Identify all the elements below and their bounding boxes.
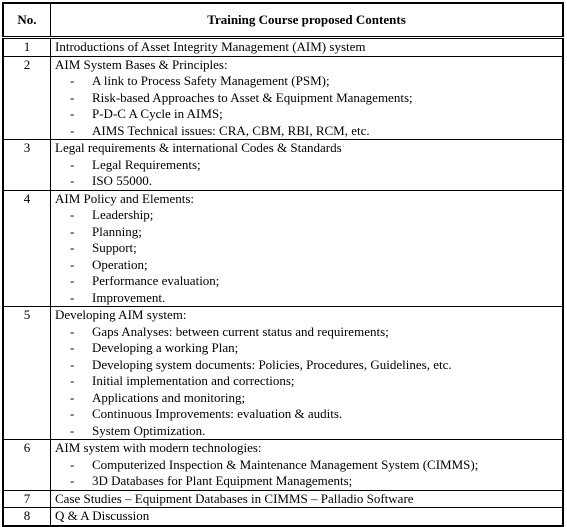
subitem: - Initial implementation and corrections; — [55, 373, 558, 390]
row-contents — [51, 490, 564, 508]
row-number: 6 — [3, 440, 51, 491]
table-row — [3, 38, 563, 57]
subitem: - ISO 55000. — [55, 173, 558, 190]
subitem: - Legal Requirements; — [55, 157, 558, 174]
subitem-list — [55, 207, 558, 306]
table-body — [3, 38, 563, 526]
row-contents — [51, 140, 564, 191]
subitem: - Applications and monitoring; — [55, 390, 558, 407]
row-topic: AIM system with modern technologies: — [55, 440, 262, 455]
subitem-list — [55, 157, 558, 190]
subitem: - Performance evaluation; — [55, 273, 558, 290]
row-number: 8 — [3, 508, 51, 526]
row-number: 7 — [3, 490, 51, 508]
row-topic: Legal requirements & international Codes & Standards — [55, 140, 342, 155]
row-topic: Introductions of Asset Integrity Management (AIM) system — [55, 39, 366, 54]
row-topic: Developing AIM system: — [55, 307, 187, 322]
table-row — [3, 508, 563, 526]
subitem: - Operation; — [55, 257, 558, 274]
subitem: - System Optimization. — [55, 423, 558, 440]
subitem: - Improvement. — [55, 290, 558, 307]
row-contents — [51, 508, 564, 526]
column-header-contents: Training Course proposed Contents — [51, 3, 564, 38]
subitem: - Continuous Improvements: evaluation & audits. — [55, 406, 558, 423]
row-topic: AIM System Bases & Principles: — [55, 56, 228, 72]
subitem: - Planning; — [55, 224, 558, 241]
subitem: - Support; — [55, 240, 558, 257]
subitem: - P-D-C A Cycle in AIMS; — [55, 106, 558, 123]
row-contents — [51, 440, 564, 491]
subitem: - A link to Process Safety Management (PSM); — [55, 73, 558, 90]
row-topic: Case Studies – Equipment Databases in CIMMS – Palladio Software — [55, 490, 414, 506]
column-header-no: No. — [3, 3, 51, 38]
subitem: - Gaps Analyses: between current status and requirements; — [55, 324, 558, 341]
subitem: - AIMS Technical issues: CRA, CBM, RBI, RCM, etc. — [55, 123, 558, 140]
subitem: - Developing a working Plan; — [55, 340, 558, 357]
subitem: - Risk-based Approaches to Asset & Equipment Managements; — [55, 90, 558, 107]
subitem-list — [55, 73, 558, 139]
subitem: - Developing system documents: Policies, Procedures, Guidelines, etc. — [55, 357, 558, 374]
subitem-list — [55, 324, 558, 440]
row-contents — [51, 38, 564, 57]
row-topic: AIM Policy and Elements: — [55, 190, 195, 206]
row-number: 5 — [3, 307, 51, 440]
subitem: - 3D Databases for Plant Equipment Managements; — [55, 473, 558, 490]
row-number: 2 — [3, 56, 51, 140]
row-contents — [51, 307, 564, 440]
row-number: 4 — [3, 190, 51, 307]
table-row — [3, 440, 563, 491]
table-row — [3, 56, 563, 140]
table-row — [3, 490, 563, 508]
row-topic: Q & A Discussion — [55, 508, 150, 523]
subitem: - Leadership; — [55, 207, 558, 224]
row-contents — [51, 56, 564, 140]
training-contents-table — [2, 2, 564, 527]
table-row — [3, 140, 563, 191]
subitem: - Computerized Inspection & Maintenance Management System (CIMMS); — [55, 457, 558, 474]
row-number: 3 — [3, 140, 51, 191]
table-header-row — [3, 3, 563, 38]
table-row — [3, 190, 563, 307]
table-row — [3, 307, 563, 440]
subitem-list — [55, 457, 558, 490]
row-contents — [51, 190, 564, 307]
row-number: 1 — [3, 38, 51, 57]
